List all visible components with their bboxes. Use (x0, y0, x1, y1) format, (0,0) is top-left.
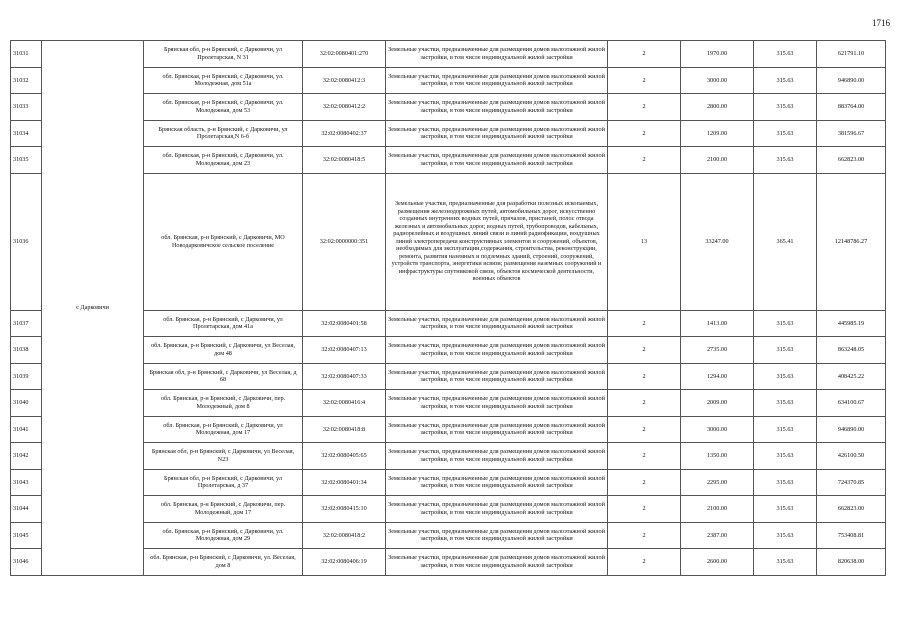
land-use-cell: Земельные участки, предназначенные для размещения домов малоэтажной жилой застройки, в том числе индивидуальной жилой застройки (386, 120, 608, 147)
area-cell: 2600.00 (681, 549, 754, 576)
cadastral-value-cell: 883764.00 (817, 94, 886, 121)
address-cell: обл. Брянская, р-н Брянский, с Дарковичи, ул. Молодежная, дом 29 (144, 522, 303, 549)
row-number: 31034 (11, 120, 42, 147)
land-use-cell: Земельные участки, предназначенные для размещения домов малоэтажной жилой застройки, в том числе индивидуальной жилой застройки (386, 337, 608, 364)
area-cell: 3000.00 (681, 67, 754, 94)
land-use-cell: Земельные участки, предназначенные для размещения домов малоэтажной жилой застройки, в том числе индивидуальной жилой застройки (386, 363, 608, 390)
cadastral-number-cell: 32:02:0080407:33 (303, 363, 386, 390)
specific-value-cell: 315.63 (754, 416, 817, 443)
category-cell: 13 (608, 173, 681, 310)
category-cell: 2 (608, 496, 681, 523)
cadastral-number-cell: 32:02:0080412:2 (303, 94, 386, 121)
address-cell: обл. Брянская, р-н Брянский, с Дарковичи, пер. Молодежный, дом 8 (144, 390, 303, 417)
cadastral-number-cell: 32:02:0080412:3 (303, 67, 386, 94)
category-cell: 2 (608, 390, 681, 417)
area-cell: 3000.00 (681, 416, 754, 443)
specific-value-cell: 315.63 (754, 147, 817, 174)
row-number: 31035 (11, 147, 42, 174)
land-use-cell: Земельные участки, предназначенные для размещения домов малоэтажной жилой застройки, в том числе индивидуальной жилой застройки (386, 147, 608, 174)
address-cell: Брянская обл, р-н Брянский, с Дарковичи, ул Веселая, д 68 (144, 363, 303, 390)
cadastral-number-cell: 32:02:0080416:4 (303, 390, 386, 417)
address-cell: обл. Брянская, р-н Брянский, с Дарковичи, пер. Молодежный, дом 17 (144, 496, 303, 523)
cadastral-number-cell: 32:02:0080401:58 (303, 310, 386, 337)
row-number: 31039 (11, 363, 42, 390)
cadastral-number-cell: 32:02:0080407:13 (303, 337, 386, 364)
address-cell: Брянская область, р-н Брянский, с Дарковичи, ул Пролетарская,N 6-б (144, 120, 303, 147)
cadastral-value-cell: 634100.67 (817, 390, 886, 417)
land-use-cell: Земельные участки, предназначенные для размещения домов малоэтажной жилой застройки, в том числе индивидуальной жилой застройки (386, 469, 608, 496)
cadastral-number-cell: 32:02:0080406:19 (303, 549, 386, 576)
cadastral-value-cell: 820638.00 (817, 549, 886, 576)
cadastral-value-cell: 863248.05 (817, 337, 886, 364)
cadastral-value-cell: 724370.85 (817, 469, 886, 496)
row-number: 31040 (11, 390, 42, 417)
cadastral-value-cell: 621791.10 (817, 41, 886, 68)
address-cell: обл. Брянская, р-н Брянский, с Дарковичи, ул. Молодежная, дом 51а (144, 67, 303, 94)
row-number: 31038 (11, 337, 42, 364)
row-number: 31031 (11, 41, 42, 68)
specific-value-cell: 315.63 (754, 337, 817, 364)
area-cell: 2800.00 (681, 94, 754, 121)
area-cell: 2009.00 (681, 390, 754, 417)
land-use-cell: Земельные участки, предназначенные для разработки полезных ископаемых, размещения железнодорожных путей, автомобильных дорог, искусственно созданных внутренних водных путей, причалов, пристаней, полос отвода железных и автомобильных дорог, водных путей, трубопроводов, кабельных, радиорелейных и воздушных линий связи и линий радиофикации, воздушных линий электропередачи конструктивных элементов и сооружений, объектов, необходимых для эксплуатации,содержания, строительства, реконструкции, ремонта, развития наземных и подземных зданий, строений, сооружений, устройств транспорта, энергетики исвязи; размещения наземных сооружений и инфраструктуры спутниковой связи, объектов космической деятельности, военных объектов (386, 173, 608, 310)
address-cell: обл. Брянская, р-н Брянский, с Дарковичи, ул. Молодежная, дом 23 (144, 147, 303, 174)
area-cell: 2387.00 (681, 522, 754, 549)
area-cell: 2100.00 (681, 496, 754, 523)
category-cell: 2 (608, 120, 681, 147)
cadastral-value-cell: 946890.00 (817, 67, 886, 94)
specific-value-cell: 315.63 (754, 310, 817, 337)
category-cell: 2 (608, 41, 681, 68)
cadastral-number-cell: 32:02:0080401:270 (303, 41, 386, 68)
specific-value-cell: 365.41 (754, 173, 817, 310)
address-cell: Брянская обл, р-н Брянский, с Дарковичи, ул Пролетарская, д 37 (144, 469, 303, 496)
cadastral-value-cell: 662823.00 (817, 496, 886, 523)
specific-value-cell: 315.63 (754, 41, 817, 68)
address-cell: Брянская обл, р-н Брянский, с Дарковичи, ул Пролетарская, N 31 (144, 41, 303, 68)
specific-value-cell: 315.63 (754, 549, 817, 576)
row-number: 31043 (11, 469, 42, 496)
area-cell: 2735.00 (681, 337, 754, 364)
category-cell: 2 (608, 522, 681, 549)
land-use-cell: Земельные участки, предназначенные для размещения домов малоэтажной жилой застройки, в том числе индивидуальной жилой застройки (386, 443, 608, 470)
category-cell: 2 (608, 67, 681, 94)
specific-value-cell: 315.63 (754, 363, 817, 390)
area-cell: 1413.00 (681, 310, 754, 337)
land-use-cell: Земельные участки, предназначенные для размещения домов малоэтажной жилой застройки, в том числе индивидуальной жилой застройки (386, 67, 608, 94)
row-number: 31033 (11, 94, 42, 121)
cadastral-number-cell: 32:02:0080415:10 (303, 496, 386, 523)
cadastral-number-cell: 32:02:0080402:37 (303, 120, 386, 147)
cadastral-number-cell: 32:02:0080405:65 (303, 443, 386, 470)
address-cell: обл. Брянская, р-н Брянский, с Дарковичи, МО Новодарковичское сельское поселение (144, 173, 303, 310)
specific-value-cell: 315.63 (754, 469, 817, 496)
land-use-cell: Земельные участки, предназначенные для размещения домов малоэтажной жилой застройки, в том числе индивидуальной жилой застройки (386, 310, 608, 337)
land-use-cell: Земельные участки, предназначенные для размещения домов малоэтажной жилой застройки, в том числе индивидуальной жилой застройки (386, 549, 608, 576)
land-use-cell: Земельные участки, предназначенные для размещения домов малоэтажной жилой застройки, в том числе индивидуальной жилой застройки (386, 496, 608, 523)
category-cell: 2 (608, 337, 681, 364)
cadastral-value-cell: 426100.50 (817, 443, 886, 470)
area-cell: 1209.00 (681, 120, 754, 147)
address-cell: Брянская обл, р-н Брянский, с Дарковичи, ул Веселая, N23 (144, 443, 303, 470)
cadastral-value-cell: 946890.00 (817, 416, 886, 443)
cadastral-number-cell: 32:02:0080418:5 (303, 147, 386, 174)
address-cell: обл. Брянская, р-н Брянский, с Дарковичи, ул. Веселая, дом 8 (144, 549, 303, 576)
specific-value-cell: 315.63 (754, 67, 817, 94)
specific-value-cell: 315.63 (754, 496, 817, 523)
category-cell: 2 (608, 94, 681, 121)
category-cell: 2 (608, 549, 681, 576)
cadastral-value-table (10, 40, 886, 576)
category-cell: 2 (608, 469, 681, 496)
specific-value-cell: 315.63 (754, 390, 817, 417)
specific-value-cell: 315.63 (754, 522, 817, 549)
row-number: 31041 (11, 416, 42, 443)
area-cell: 2295.00 (681, 469, 754, 496)
category-cell: 2 (608, 147, 681, 174)
row-number: 31037 (11, 310, 42, 337)
cadastral-value-cell: 381596.67 (817, 120, 886, 147)
address-cell: обл. Брянская, р-н Брянский, с Дарковичи, ул Молодежная, дом 17 (144, 416, 303, 443)
land-use-cell: Земельные участки, предназначенные для размещения домов малоэтажной жилой застройки, в том числе индивидуальной жилой застройки (386, 94, 608, 121)
area-cell: 1294.00 (681, 363, 754, 390)
row-number: 31045 (11, 522, 42, 549)
table-row (11, 41, 886, 68)
category-cell: 2 (608, 363, 681, 390)
land-use-cell: Земельные участки, предназначенные для размещения домов малоэтажной жилой застройки, в том числе индивидуальной жилой застройки (386, 41, 608, 68)
page-number: 1716 (872, 18, 890, 28)
locality-cell: с Дарковичи (42, 41, 144, 576)
cadastral-number-cell: 32:02:0080418:8 (303, 416, 386, 443)
table-body (11, 41, 886, 576)
cadastral-value-cell: 445985.19 (817, 310, 886, 337)
specific-value-cell: 315.63 (754, 120, 817, 147)
cadastral-value-cell: 408425.22 (817, 363, 886, 390)
category-cell: 2 (608, 416, 681, 443)
area-cell: 1350.00 (681, 443, 754, 470)
cadastral-value-cell: 662823.00 (817, 147, 886, 174)
row-number: 31042 (11, 443, 42, 470)
area-cell: 2100.00 (681, 147, 754, 174)
row-number: 31044 (11, 496, 42, 523)
cadastral-value-cell: 753408.81 (817, 522, 886, 549)
cadastral-value-cell: 12148786.27 (817, 173, 886, 310)
cadastral-number-cell: 32:02:0000000:351 (303, 173, 386, 310)
specific-value-cell: 315.63 (754, 94, 817, 121)
cadastral-number-cell: 32:02:0080418:2 (303, 522, 386, 549)
address-cell: обл. Брянская, р-н Брянский, с Дарковичи, ул. Молодежная, дом 53 (144, 94, 303, 121)
area-cell: 1970.00 (681, 41, 754, 68)
specific-value-cell: 315.63 (754, 443, 817, 470)
land-use-cell: Земельные участки, предназначенные для размещения домов малоэтажной жилой застройки, в том числе индивидуальной жилой застройки (386, 390, 608, 417)
category-cell: 2 (608, 310, 681, 337)
category-cell: 2 (608, 443, 681, 470)
land-use-cell: Земельные участки, предназначенные для размещения домов малоэтажной жилой застройки, в том числе индивидуальной жилой застройки (386, 416, 608, 443)
land-use-cell: Земельные участки, предназначенные для размещения домов малоэтажной жилой застройки, в том числе индивидуальной жилой застройки (386, 522, 608, 549)
address-cell: обл. Брянская, р-н Брянский, с Дарковичи, ул Веселая, дом 48 (144, 337, 303, 364)
row-number: 31036 (11, 173, 42, 310)
area-cell: 33247.00 (681, 173, 754, 310)
address-cell: обл. Брянская, р-н Брянский, с Дарковичи, ул Пролетарская, дом 41а (144, 310, 303, 337)
row-number: 31032 (11, 67, 42, 94)
row-number: 31046 (11, 549, 42, 576)
cadastral-number-cell: 32:02:0080401:34 (303, 469, 386, 496)
